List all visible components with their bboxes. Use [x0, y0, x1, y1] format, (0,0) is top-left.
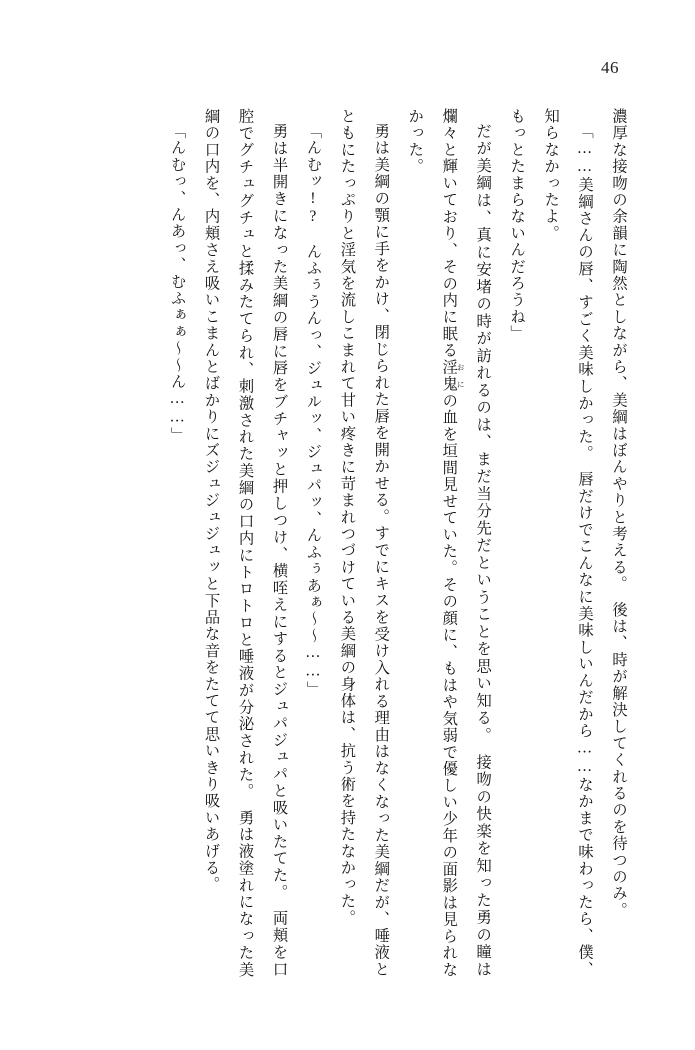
- paragraph: 濃厚な接吻の余韻に陶然としながら、美綱はぼんやりと考える。 後は、時が解決してくれるのを待つのみ。: [610, 108, 627, 919]
- paragraph: 「……美綱さんの唇、すごく美味しかった。 唇だけでこんなに美味しいんだから……なかまで味わったら、僕、知らなかったよ。: [542, 108, 594, 978]
- paragraph: 「んむっ、んあっ、むふぁぁ〜〜ん……」: [168, 123, 186, 444]
- paragraph: 勇は美綱の顎に手をかけ、閉じられた唇を開かせる。すでにキスを受け入れる理由はなくなった美綱だが、唾液とともにたっぷりと淫気を流しこまれて甘い疼きに苛まれつづけている美綱の身体は、抗う術を持たなかった。: [338, 108, 390, 978]
- paragraph: 「んむッ!? んふぅうんっ、ジュルッ、ジュパッ、んふぅあぁ〜〜……」: [304, 123, 322, 698]
- paragraph: だが美綱は、真に安堵の時が訪れるのは、まだ当分先だということを思い知る。 接吻の快楽を知った勇の瞳は爛々と輝いており、その内に眠る淫鬼 おにの血を垣間見せていた。その顔に、もはや気弱で優しい少年の面影は見られなかった。: [406, 108, 492, 978]
- paragraph: 勇は半開きになった美綱の唇に唇をブチャッと押しつけ、横咥えにするとジュパジュパと吸いたてた。 両頬を口腔でグチュグチュと揉みたてられ、刺激された美綱の口内にトロトロと唾液が分泌された。 勇は液塗れになった美綱の口内を、内頬さえ吸いこまんとばかりにズジュジュジュッと下品な音をたてて思いきり吸いあげる。: [202, 108, 288, 978]
- page-body-text: [58, 108, 635, 978]
- ruby-annotation: 淫鬼 おに: [440, 358, 466, 393]
- page-number: 46: [601, 58, 619, 77]
- paragraph: もっとたまらないんだろうね」: [508, 108, 526, 342]
